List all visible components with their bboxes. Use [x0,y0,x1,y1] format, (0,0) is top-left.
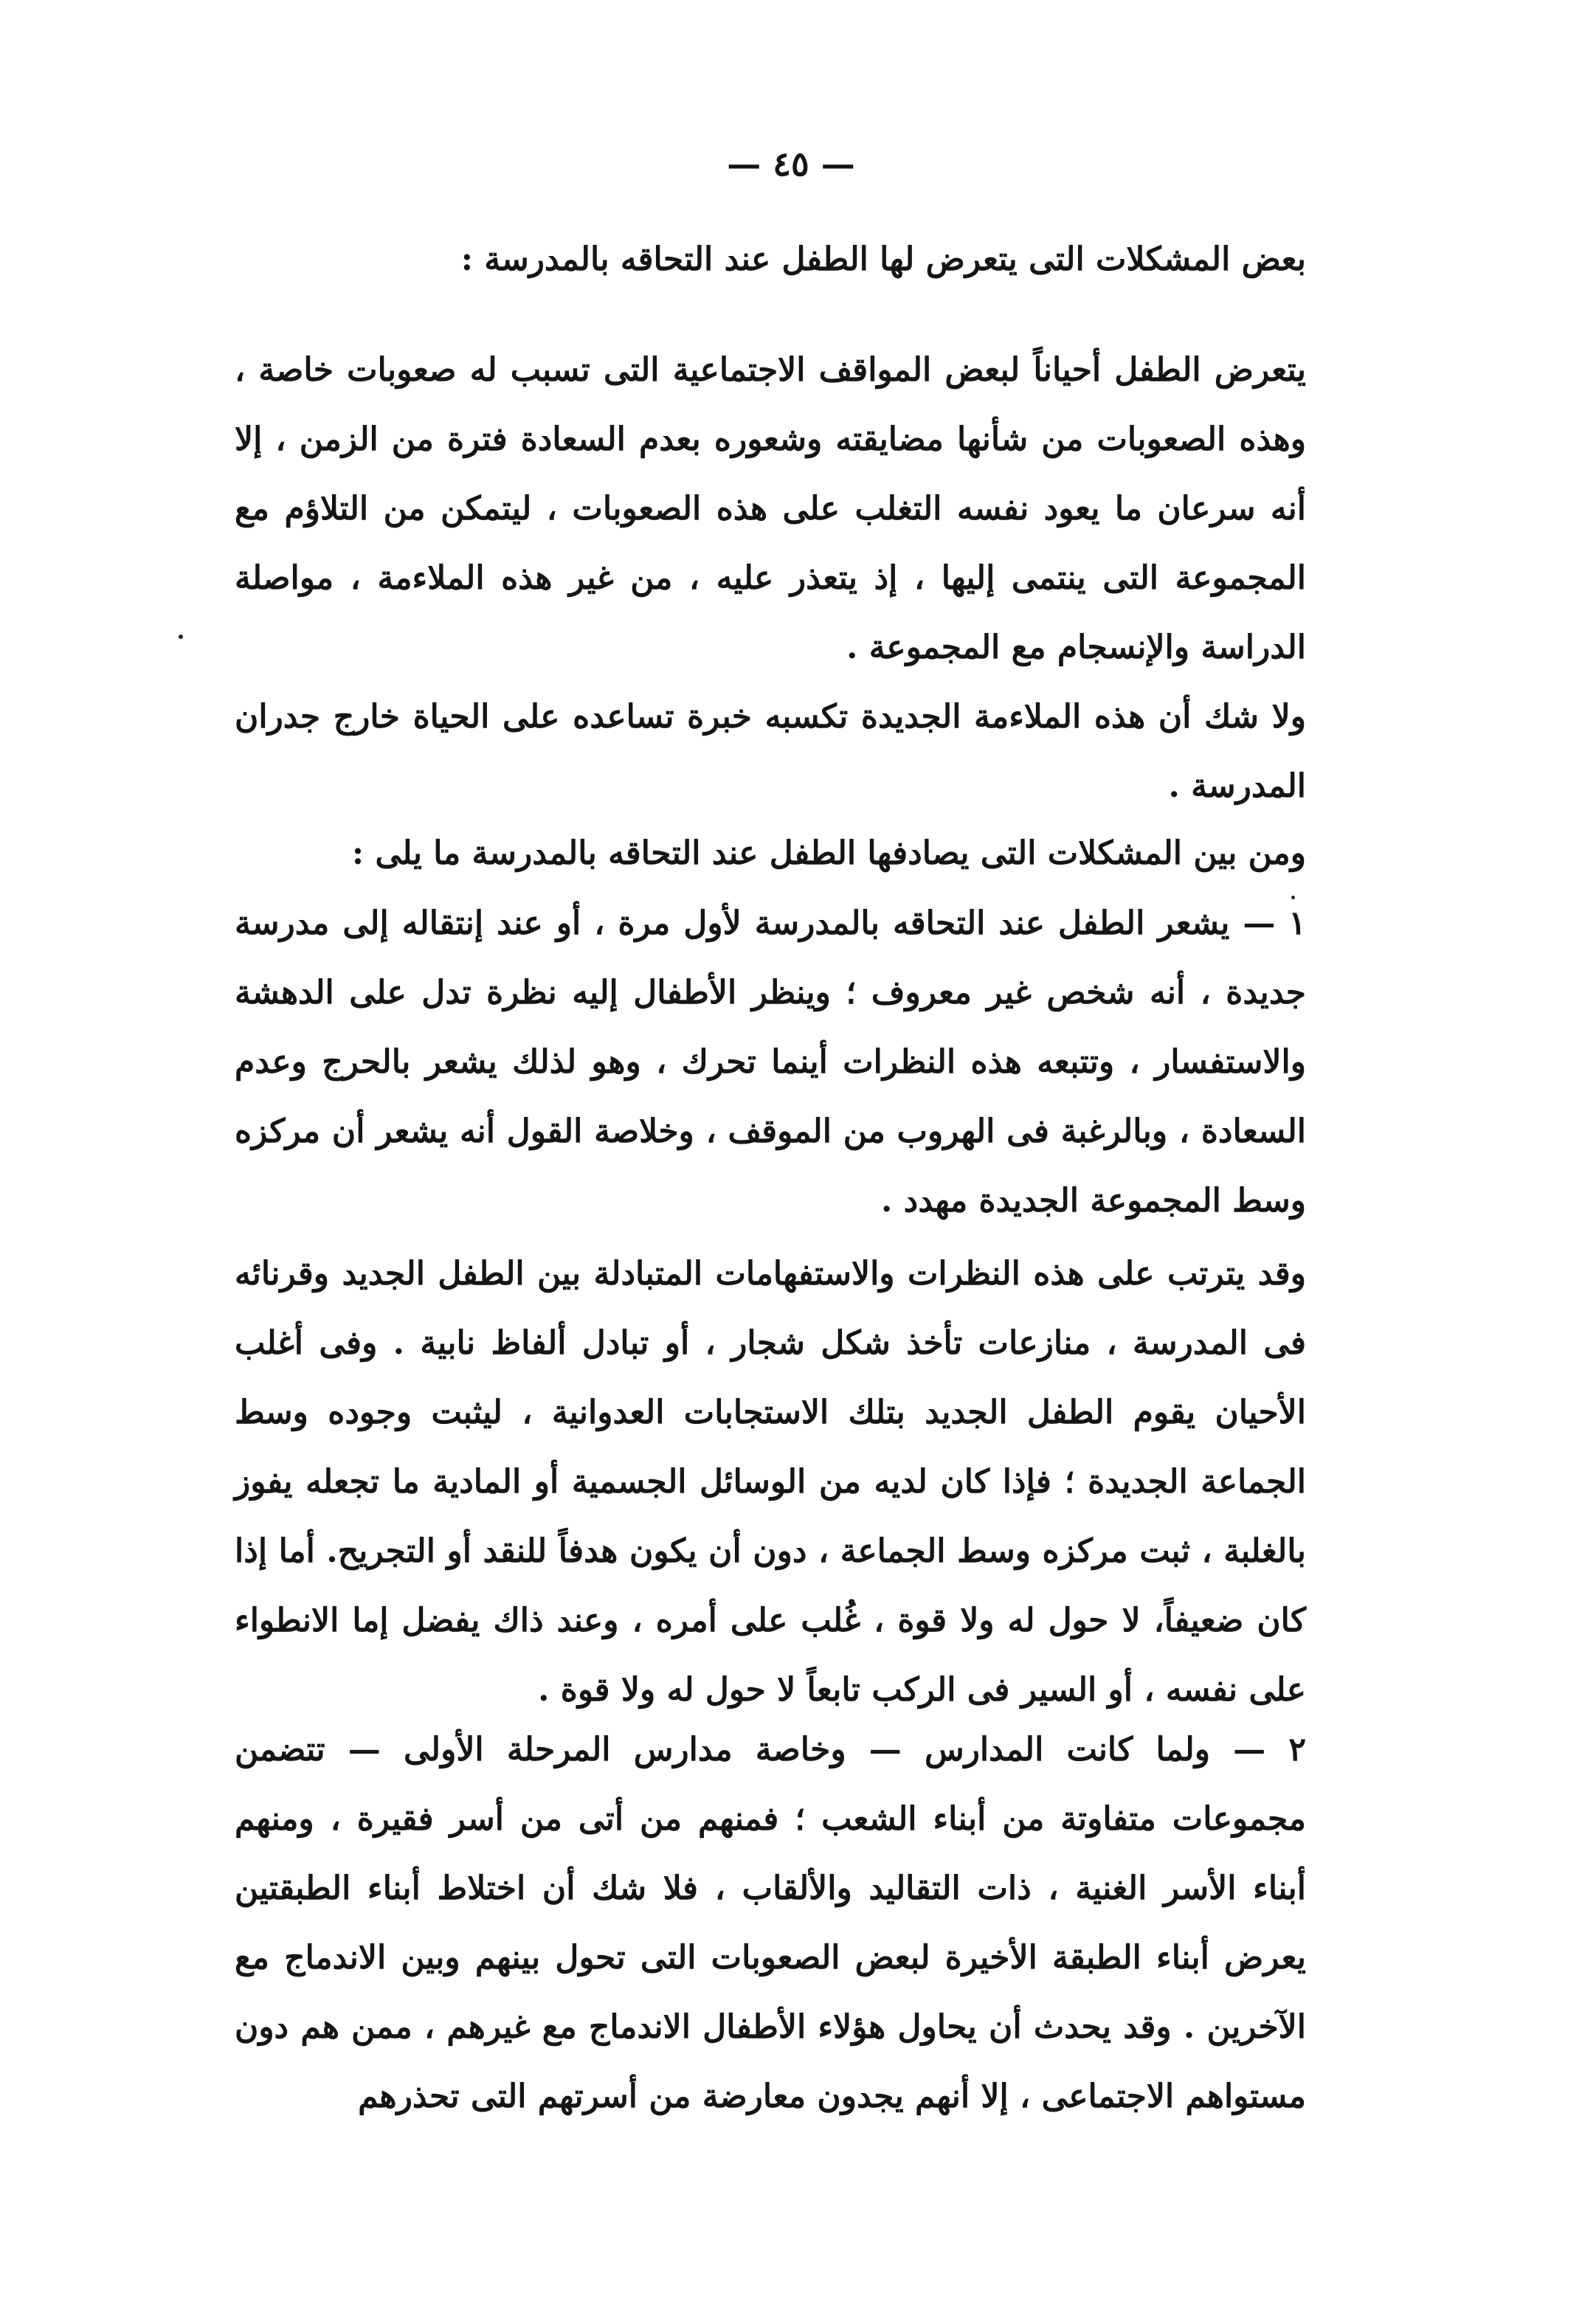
section-heading [235,225,1306,294]
page-number: — ٤٥ — [727,144,855,184]
paragraph-2 [235,682,1306,821]
paragraph-text: وقد يترتب على هذه النظرات والاستفهامات المتبادلة بين الطفل الجديد وقرنائه فى المدرسة ، منازعات تأخذ شكل شجار ، أو تبادل ألفاظ نابية . وفى أغلب الأحيان يقوم الطفل الجديد بتلك الاستجابات العدوانية ، ليثبت وجوده وسط الجماعة الجديدة ؛ فإذا كان لديه من الوسائل الجسمية أو المادية ما تجعله يفوز بالغلبة ، ثبت مركزه وسط الجماعة ، دون أن يكون هدفاً للنقد أو التجريح. أما إذا كان ضعيفاً، لا حول له ولا قوة ، غُلب على أمره ، وعند ذاك يفضل إما الانطواء على نفسه ، أو السير فى الركب تابعاً لا حول له ولا قوة . [235,1255,1306,1709]
paragraph-5 [235,1239,1306,1725]
paragraph-3 [235,819,1306,888]
paragraph-4 [235,889,1306,1236]
paragraph-text: يتعرض الطفل أحياناً لبعض المواقف الاجتماعية التى تسبب له صعوبات خاصة ، وهذه الصعوبات من شأنها مضايقته وشعوره بعدم السعادة فترة من الزمن ، إلا أنه سرعان ما يعود نفسه التغلب على هذه الصعوبات ، ليتمكن من التلاؤم مع المجموعة التى ينتمى إليها ، إذ يتعذر عليه ، من غير هذه الملاءمة ، مواصلة الدراسة والإنسجام مع المجموعة . [235,351,1306,666]
scan-speck [1291,896,1295,899]
paragraph-1 [235,336,1306,682]
paragraph-text: ومن بين المشكلات التى يصادفها الطفل عند التحاقه بالمدرسة ما يلى : [351,834,1306,872]
paragraph-text: ١ — يشعر الطفل عند التحاقه بالمدرسة لأول مرة ، أو عند إنتقاله إلى مدرسة جديدة ، أنه شخص غير معروف ؛ وينظر الأطفال إليه نظرة تدل على الدهشة والاستفسار ، وتتبعه هذه النظرات أينما تحرك ، وهو لذلك يشعر بالحرج وعدم السعادة ، وبالرغبة فى الهروب من الموقف ، وخلاصة القول أنه يشعر أن مركزه وسط المجموعة الجديدة مهدد . [235,905,1306,1220]
paragraph-6 [235,1715,1306,2131]
section-heading-text: بعض المشكلات التى يتعرض لها الطفل عند التحاقه بالمدرسة : [460,241,1306,278]
scan-speck [179,634,183,639]
paragraph-text: ٢ — ولما كانت المدارس — وخاصة مدارس المرحلة الأولى — تتضمن مجموعات متفاوتة من أبناء الشعب ؛ فمنهم من أتى من أسر فقيرة ، ومنهم أبناء الأسر الغنية ، ذات التقاليد والألقاب ، فلا شك أن اختلاط أبناء الطبقتين يعرض أبناء الطبقة الأخيرة لبعض الصعوبات التى تحول بينهم وبين الاندماج مع الآخرين . وقد يحدث أن يحاول هؤلاء الأطفال الاندماج مع غيرهم ، ممن هم دون مستواهم الاجتماعى ، إلا أنهم يجدون معارضة من أسرتهم التى تحذرهم [235,1731,1306,2115]
paragraph-text: ولا شك أن هذه الملاءمة الجديدة تكسبه خبرة تساعده على الحياة خارج جدران المدرسة . [235,698,1306,805]
